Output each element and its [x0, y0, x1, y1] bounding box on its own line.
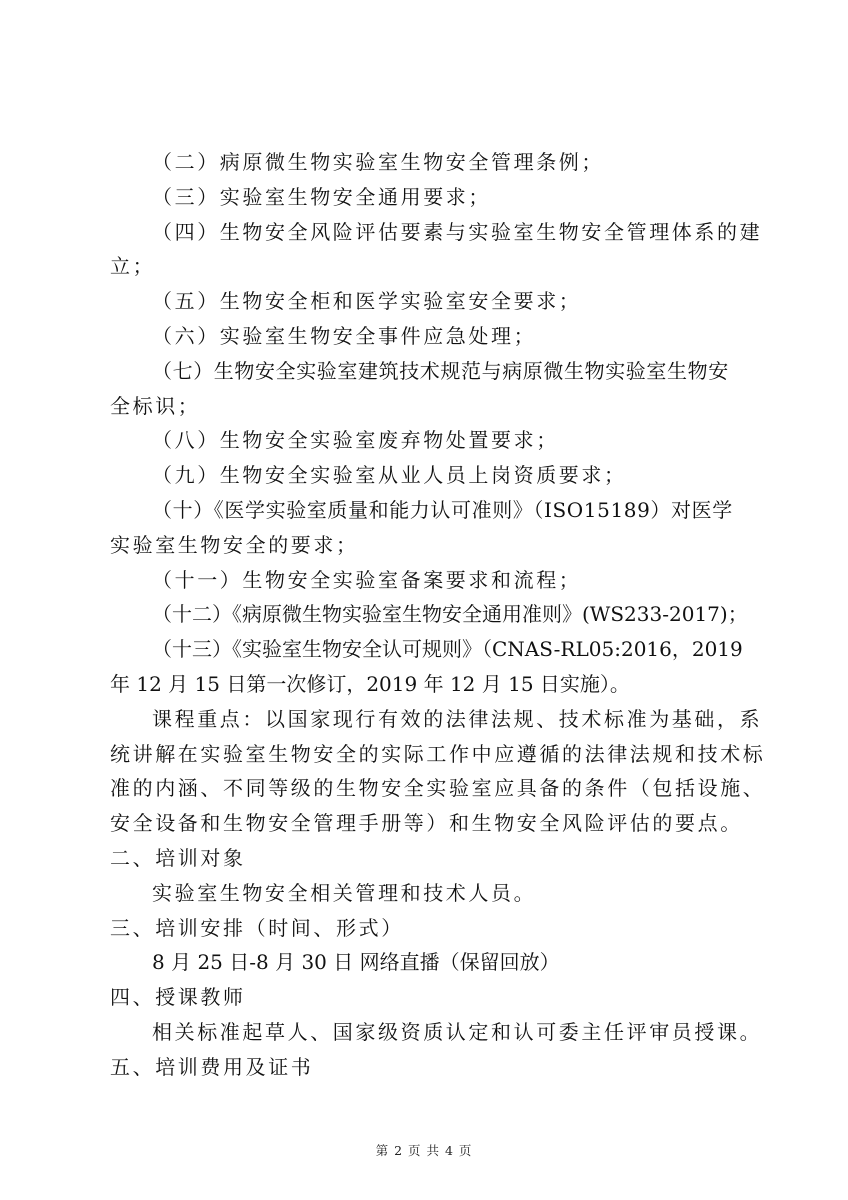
list-item-10-continued: 实验室生物安全的要求； [110, 532, 359, 557]
list-item-7: （七）生物安全实验室建筑技术规范与病原微生物实验室生物安 [152, 358, 729, 383]
list-item-13-continued: 年 12 月 15 日第一次修订，2019 年 12 月 15 日实施）。 [110, 671, 630, 696]
list-item-9: （九）生物安全实验室从业人员上岗资质要求； [152, 463, 627, 488]
training-audience-text: 实验室生物安全相关管理和技术人员。 [152, 880, 537, 905]
list-item-2: （二）病原微生物实验室生物安全管理条例； [152, 150, 604, 174]
section-heading-training-audience: 二、培训对象 [110, 845, 246, 870]
course-focus-paragraph: 课程重点：以国家现行有效的法律法规、技术标准为基础，系 [152, 706, 763, 731]
list-item-3: （三）实验室生物安全通用要求； [152, 184, 491, 209]
list-item-6: （六）实验室生物安全事件应急处理； [152, 323, 537, 348]
list-item-12: （十二）《病原微生物实验室生物安全通用准则》(WS233-2017)； [152, 602, 748, 627]
course-focus-paragraph-line-4: 安全设备和生物安全管理手册等）和生物安全风险评估的要点。 [110, 811, 743, 836]
section-heading-instructors: 四、授课教师 [110, 985, 246, 1010]
section-heading-training-schedule: 三、培训安排（时间、形式） [110, 915, 404, 940]
list-item-10: （十）《医学实验室质量和能力认可准则》（ISO15189）对医学 [152, 497, 733, 522]
list-item-4-continued: 立； [110, 254, 156, 279]
course-focus-paragraph-line-3: 准的内涵、不同等级的生物安全实验室应具备的条件（包括设施、 [110, 776, 766, 801]
document-body [110, 145, 766, 1085]
instructors-text: 相关标准起草人、国家级资质认定和认可委主任评审员授课。 [152, 1019, 763, 1044]
list-item-13: （十三）《实验室生物安全认可规则》（CNAS-RL05:2016，2019 [152, 637, 743, 662]
list-item-4: （四）生物安全风险评估要素与实验室生物安全管理体系的建 [152, 219, 763, 244]
list-item-11: （十一）生物安全实验室备案要求和流程； [152, 567, 582, 592]
list-item-5: （五）生物安全柜和医学实验室安全要求； [152, 289, 582, 314]
training-schedule-text: 8 月 25 日-8 月 30 日 网络直播（保留回放） [152, 950, 560, 975]
page-number-footer: 第 2 页 共 4 页 [375, 1143, 473, 1158]
course-focus-paragraph-line-2: 统讲解在实验室生物安全的实际工作中应遵循的法律法规和技术标 [110, 741, 766, 766]
list-item-7-continued: 全标识； [110, 393, 201, 418]
list-item-8: （八）生物安全实验室废弃物处置要求； [152, 428, 559, 453]
section-heading-fees-certificate: 五、培训费用及证书 [110, 1054, 314, 1079]
